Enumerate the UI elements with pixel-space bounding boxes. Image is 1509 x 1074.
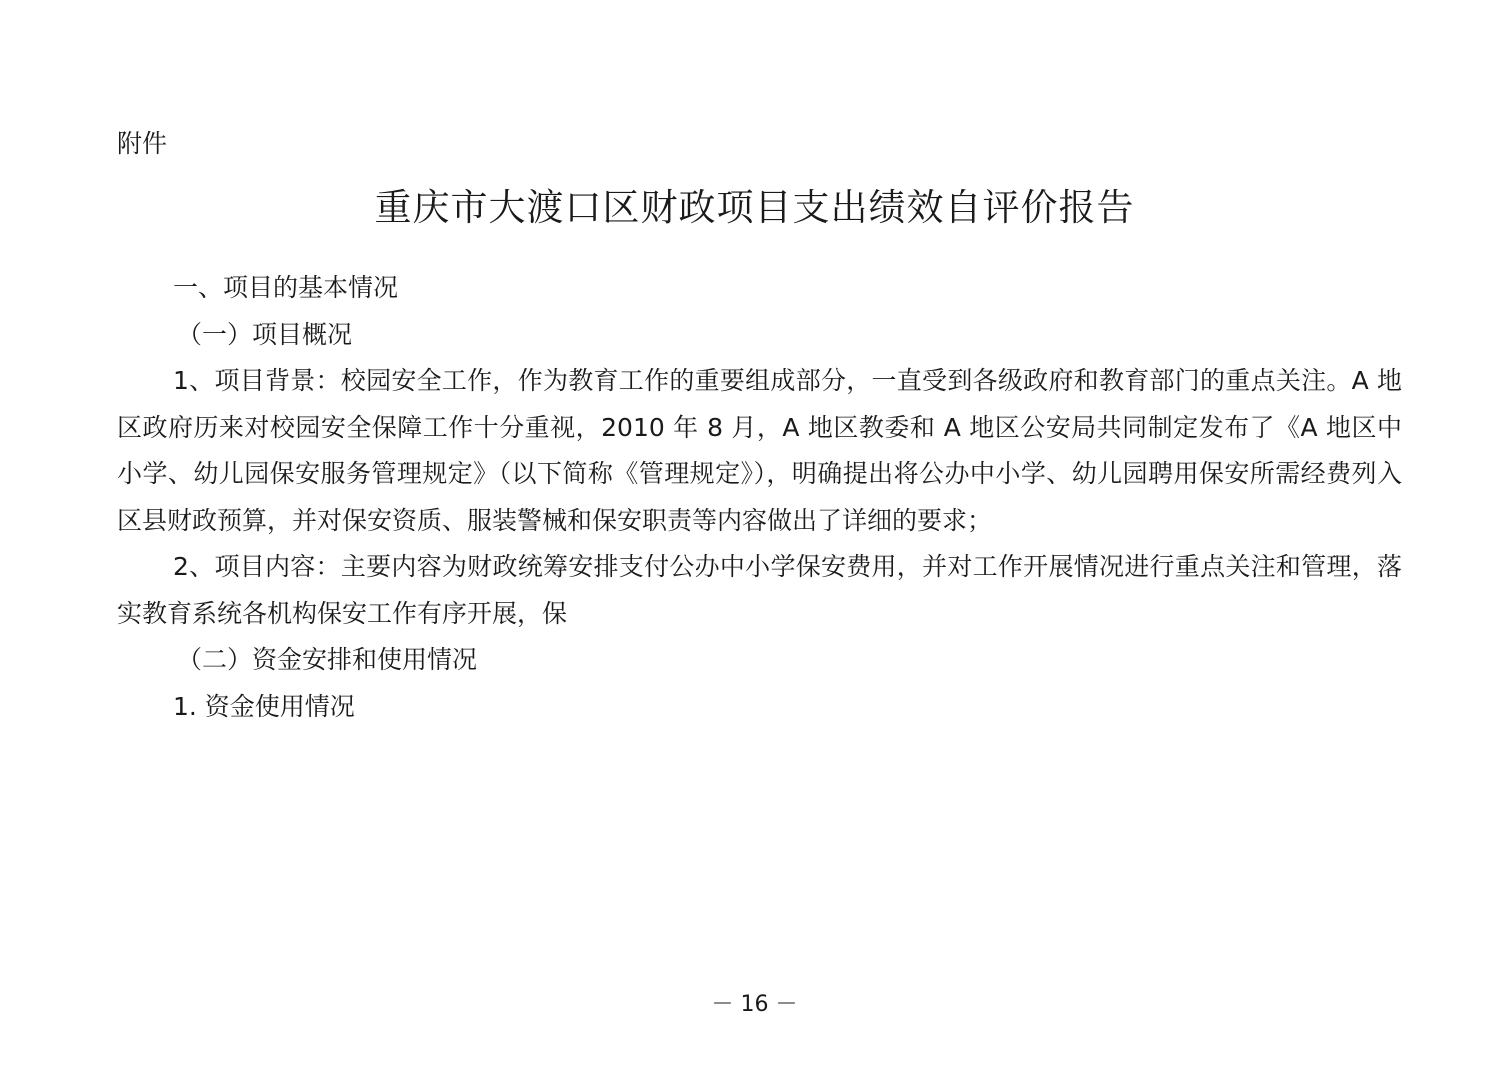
subsection-heading-funding: （二）资金安排和使用情况: [177, 645, 478, 674]
page-number: － 16 －: [711, 992, 798, 1017]
subsection-heading-overview: （一）项目概况: [177, 319, 353, 349]
section-heading-basic-info: 一、项目的基本情况: [173, 273, 399, 302]
item-heading-fund-usage: 1. 资金使用情况: [173, 691, 355, 721]
document-title: 重庆市大渡口区财政项目支出绩效自评价报告: [374, 186, 1135, 229]
paragraph-project-background: 1、项目背景：校园安全工作，作为教育工作的重要组成部分，一直受到各级政府和教育部门的重点关注。A 地区政府历来对校园安全保障工作十分重视，2010 年 8 月，A 地区教委和 A 地区公安局共同制定发布了《A 地区中小学、幼儿园保安服务管理规定》（以下简称《管理规定》），明确提出将公办中小学、幼儿园聘用保安所需经费列入区县财政预算，并对保安资质、服装警械和保安职责等内容做出了详细的要求；: [117, 366, 1402, 535]
attachment-label: 附件: [117, 129, 168, 158]
document-body: [117, 265, 1402, 730]
paragraph-project-content: 2、项目内容：主要内容为财政统筹安排支付公办中小学保安费用，并对工作开展情况进行重点关注和管理，落实教育系统各机构保安工作有序开展，保: [117, 552, 1402, 628]
